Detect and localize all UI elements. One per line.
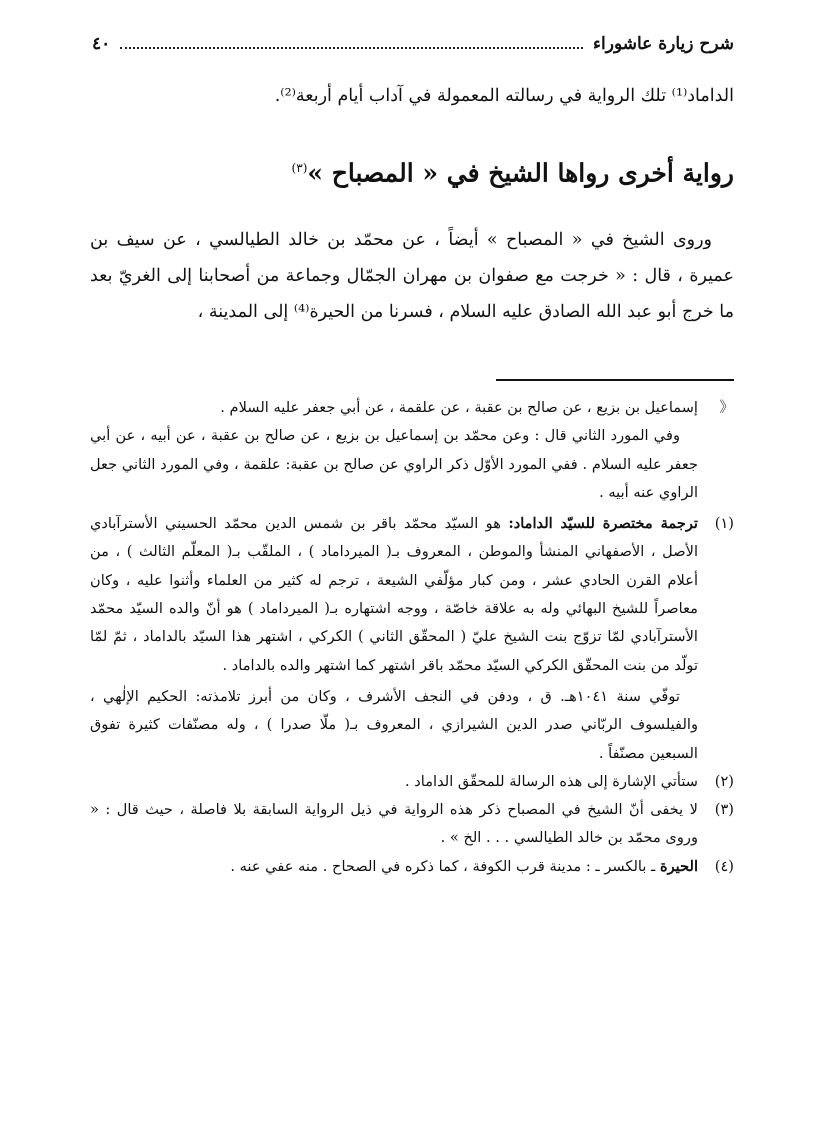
continuation-paragraph: وفي المورد الثاني قال : وعن محمّد بن إسماعيل بن بزيع ، عن صالح بن عقبة ، عن أبيه ، عن أبي جعفر عليه السلام . ففي المورد الأوّل ذكر الراوي عن صالح بن عقبة: علقمة ، وفي المورد الثاني جعل الراوي عنه أبيه . (90, 427, 698, 501)
footnote-4-term: الحيرة (659, 857, 698, 875)
footnote-1-text: هو السيّد محمّد باقر بن شمس الدين محمّد الحسيني الأسترآبادي الأصل ، الأصفهاني المنشأ والموطن ، المعروف بـ( الميرداماد ) ، الملقّب بـ( المعلّم الثالث ) ، من أعلام القرن الحادي عشر ، ومن كبار مؤلّفي الشيعة ، ترجم له كثير من العلماء وأثنوا عليه ، وكان معاصراً للشيخ البهائي وله به علاقة خاصّة ، ووجه اشتهاره بـ( الميرداماد ) هو أنّ والده السيّد محمّد الأسترآبادي لمّا تزوّج بنت الشيخ عليّ ( المحقّق الثاني ) الكركي ، اشتهر هذا السيّد بالداماد ، ثمّ لمّا تولّد من بنت المحقّق الكركي السيّد محمّد باقر اشتهر كما اشتهر والده بالداماد . (90, 515, 698, 674)
footnote-4 (90, 853, 734, 881)
header-dot-leader (120, 47, 583, 49)
section-heading (90, 148, 734, 193)
continuation-mark: 《 (719, 399, 734, 416)
footnote-continuation (90, 394, 734, 422)
intro-paragraph: الداماد⁽¹⁾ تلك الرواية في رسالته المعمولة في آداب أيام أربعة⁽²⁾. (274, 86, 734, 106)
section-heading-text: رواية أخرى رواها الشيخ في « المصباح » (307, 158, 734, 188)
section-heading-footnote-ref: (٣) (291, 161, 308, 175)
footnote-4-text: ـ بالكسر ـ : مدينة قرب الكوفة ، كما ذكره في الصحاح . منه عفي عنه . (230, 857, 660, 875)
footnote-separator (496, 379, 734, 381)
footnote-2-number: (٢) (714, 772, 734, 790)
footnote-3-text: لا يخفى أنّ الشيخ في المصباح ذكر هذه الرواية في ذيل الرواية السابقة بلا فاصلة ، حيث قال : « وروى محمّد بن خالد الطيالسي . . . الخ » . (90, 801, 698, 847)
page-number: ٤٠ (92, 34, 111, 54)
footnotes (90, 394, 734, 881)
footnote-4-body (90, 853, 698, 881)
page-header (92, 30, 734, 58)
footnote-3-number: (٣) (714, 801, 734, 819)
footnote-2-text: ستأتي الإشارة إلى هذه الرسالة للمحقّق الداماد . (405, 772, 698, 790)
footnote-1-paragraph-2: توفّي سنة ١٠٤١هـ. ق ، ودفن في النجف الأشرف ، وكان من أبرز تلامذته: الحكيم الإلٰهي ، والفيلسوف الربّاني صدر الدين الشيرازي ، المعروف بـ( ملّا صدرا ) ، وله مصنّفات كثيرة تفوق السبعين مصنّفاً . (90, 687, 698, 762)
footnote-2 (90, 768, 734, 796)
main-paragraph: وروى الشيخ في « المصباح » أيضاً ، عن محمّد بن خالد الطيالسي ، عن سيف بن عميرة ، قال : « خرجت مع صفوان بن مهران الجمّال وجماعة من أصحابنا إلى الغريّ بعد ما خرج أبو عبد الله الصادق عليه السلام ، فسرنا من الحيرة⁽⁴⁾ إلى المدينة ، (90, 230, 734, 322)
running-title: شرح زيارة عاشوراء (593, 34, 734, 54)
footnote-3 (90, 796, 734, 853)
continuation-line: إسماعيل بن بزيع ، عن صالح بن عقبة ، عن علقمة ، عن أبي جعفر عليه السلام . (220, 399, 698, 416)
footnote-1 (90, 510, 734, 680)
footnote-4-number: (٤) (714, 857, 734, 875)
footnote-1-body (90, 510, 698, 680)
footnote-1-number: (١) (714, 515, 734, 533)
footnote-1-title: ترجمة مختصرة للسيّد الداماد: (508, 515, 698, 533)
